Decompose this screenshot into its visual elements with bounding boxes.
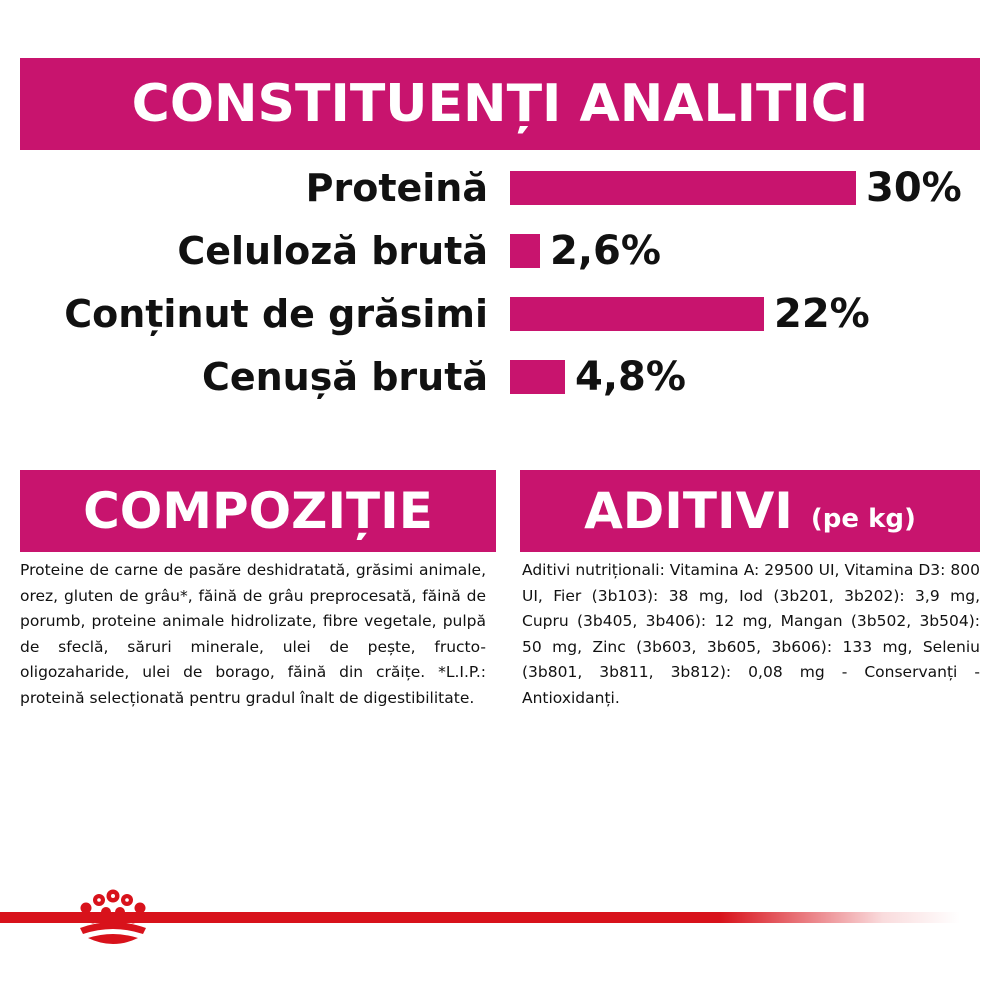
analitici-title-banner	[20, 58, 980, 150]
compozitie-text: Proteine de carne de pasăre deshidratată, grăsimi animale, orez, gluten de grâu*, făină de grâu preprocesată, făină de porumb, proteine animale hidrolizate, fibre vegetale, pulpă de sfeclă, săruri minerale, ulei de pește, fructo-oligozaharide, ulei de borago, făină din crăițe. *L.I.P.: proteină selecționată pentru gradul înalt de digestibilitate.	[20, 561, 486, 707]
nutrient-value: 2,6%	[550, 228, 661, 274]
nutrient-label: Proteină	[305, 166, 488, 210]
compozitie-title-banner	[20, 470, 496, 552]
compozitie-title: COMPOZIȚIE	[83, 482, 433, 540]
aditivi-subtitle: (pe kg)	[810, 504, 916, 534]
nutrient-bar	[510, 171, 856, 205]
nutrient-value: 30%	[866, 165, 962, 211]
nutrient-bar	[510, 360, 565, 394]
nutrient-row	[0, 158, 1000, 218]
aditivi-text: Aditivi nutriționali: Vitamina A: 29500 UI, Vitamina D3: 800 UI, Fier (3b103): 38 mg, Iod (3b201, 3b202): 3,9 mg, Cupru (3b405, 3b406): 12 mg, Mangan (3b502, 3b504): 50 mg, Zinc (3b603, 3b605, 3b606): 133 mg, Seleniu (3b801, 3b811, 3b812): 0,08 mg - Conservanți - Antioxidanți.	[522, 561, 980, 707]
aditivi-title: ADITIVI	[584, 482, 793, 540]
nutrient-row	[0, 347, 1000, 407]
aditivi-title-banner	[520, 470, 980, 552]
nutrient-bar	[510, 234, 540, 268]
nutrient-row	[0, 284, 1000, 344]
nutrient-value: 4,8%	[575, 354, 686, 400]
nutrient-row	[0, 221, 1000, 281]
nutrient-value: 22%	[774, 291, 870, 337]
analitici-title: CONSTITUENȚI ANALITICI	[131, 74, 869, 134]
nutrient-label: Cenușă brută	[201, 355, 488, 399]
nutrient-label: Conținut de grăsimi	[64, 292, 488, 336]
crown-icon	[66, 888, 160, 952]
nutrient-bar	[510, 297, 764, 331]
nutrient-label: Celuloză brută	[177, 229, 488, 273]
